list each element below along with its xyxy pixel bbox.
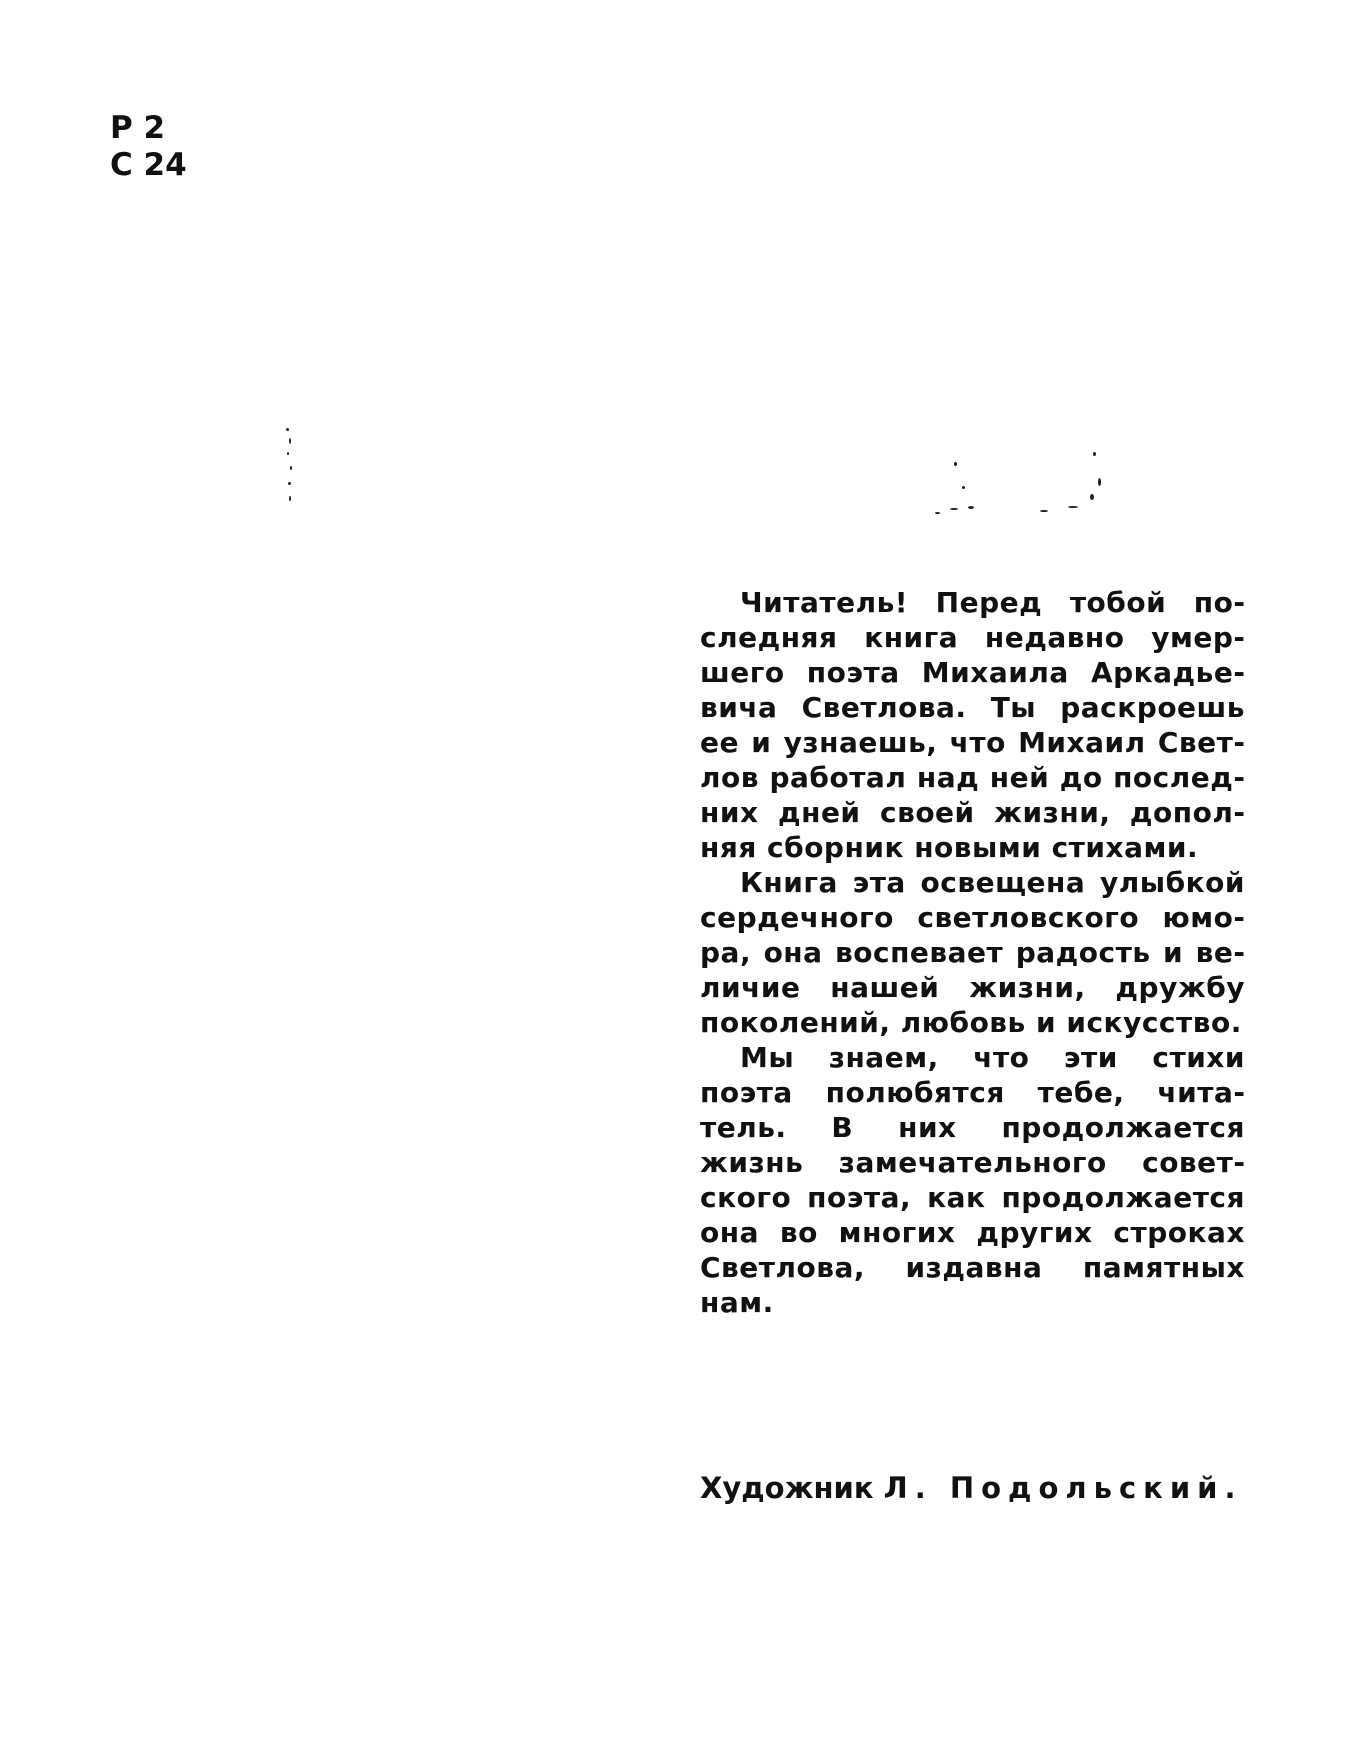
credit-name: Л. Подольский. <box>883 1471 1243 1505</box>
classification-line-2: С 24 <box>110 147 187 183</box>
classification-line-1: Р 2 <box>110 110 166 146</box>
annotation-paragraph-1: Читатель! Перед тобой последняя книга недавно умершего поэта Михаила Аркадьевича Светлова. Ты раскроешь ее и узнаешь, что Михаил Светлов работал над ней до последних дней своей жизни, дополняя сборник новыми стихами. <box>700 586 1245 864</box>
classification-code <box>110 110 187 184</box>
annotation-text <box>700 585 1245 1320</box>
illustrator-credit <box>700 1470 1245 1506</box>
annotation-paragraph-3: Мы знаем, что эти стихи поэта полюбятся тебе, читатель. В них продолжается жизнь замечательного советского поэта, как продолжается она во многих других строках Светлова, издавна памятных нам. <box>700 1041 1245 1319</box>
credit-role: Художник <box>700 1471 874 1505</box>
annotation-paragraph-2: Книга эта освещена улыбкой сердечного светловского юмора, она воспевает радость и величие нашей жизни, дружбу поколений, любовь и искусство. <box>700 866 1245 1039</box>
